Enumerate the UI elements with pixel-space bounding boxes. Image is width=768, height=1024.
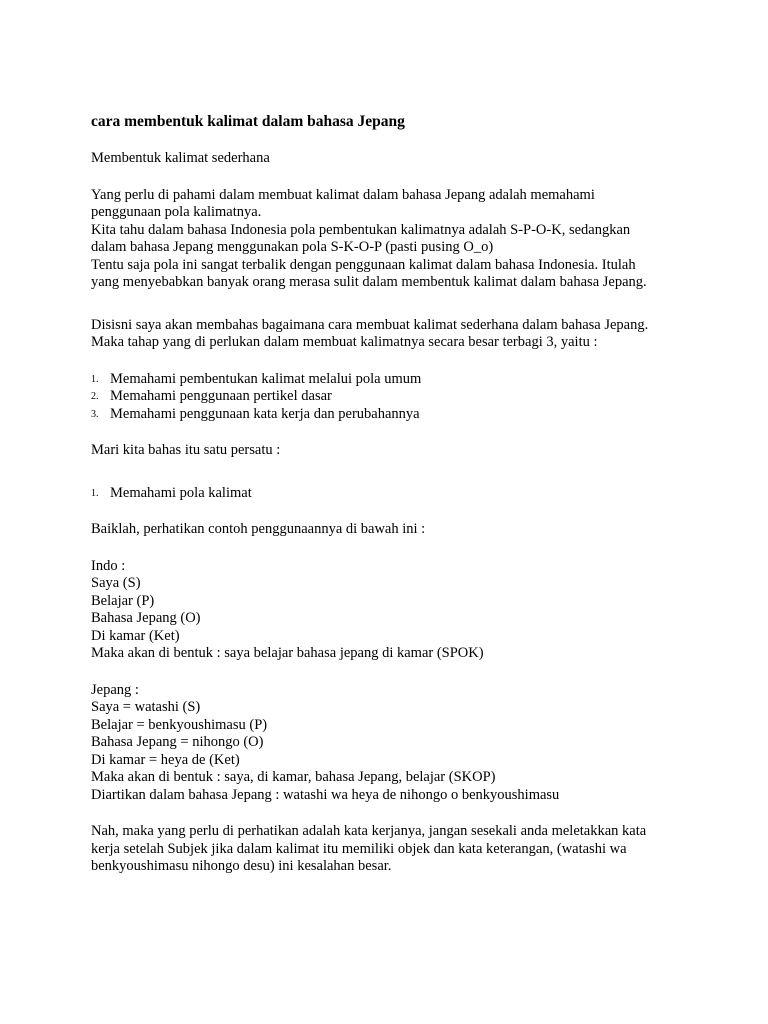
list-item bbox=[91, 371, 691, 389]
text-line: Indo : bbox=[91, 557, 126, 574]
text-line: Bahasa Jepang (O) bbox=[91, 610, 201, 626]
paragraph-closing bbox=[91, 823, 691, 876]
list-text: Memahami pembentukan kalimat melalui pola umum bbox=[110, 370, 422, 387]
list-item bbox=[91, 406, 691, 424]
text-line: Diartikan dalam bahasa Jepang : watashi wa heya de nihongo o benkyoushimasu bbox=[91, 786, 560, 803]
text-line: Kita tahu dalam bahasa Indonesia pola pembentukan kalimatnya adalah S-P-O-K, sedangkan bbox=[91, 221, 631, 238]
text-line: Maka tahap yang di perlukan dalam membuat kalimatnya secara besar terbagi 3, yaitu : bbox=[91, 334, 598, 350]
steps-list bbox=[91, 371, 691, 424]
section-heading-list bbox=[91, 485, 691, 503]
discuss-line: Mari kita bahas itu satu persatu : bbox=[91, 442, 281, 458]
list-text: Memahami penggunaan kata kerja dan perubahannya bbox=[110, 405, 420, 422]
text-line: yang menyebabkan banyak orang merasa sulit dalam membentuk kalimat dalam bahasa Jepang. bbox=[91, 274, 647, 290]
text-line: dalam bahasa Jepang menggunakan pola S-K-O-P (pasti pusing O_o) bbox=[91, 239, 494, 255]
section-heading: Memahami pola kalimat bbox=[110, 484, 252, 501]
list-item bbox=[91, 388, 691, 406]
text-line: penggunaan pola kalimatnya. bbox=[91, 204, 262, 220]
text-line: kerja setelah Subjek jika dalam kalimat itu memiliki objek dan kata keterangan, (watashi wa bbox=[91, 840, 627, 857]
text-line: benkyoushimasu nihongo desu) ini kesalahan besar. bbox=[91, 858, 392, 874]
list-text: Memahami penggunaan pertikel dasar bbox=[110, 388, 332, 404]
text-line: Di kamar = heya de (Ket) bbox=[91, 751, 240, 768]
text-line: Belajar = benkyoushimasu (P) bbox=[91, 716, 268, 733]
text-line: Belajar (P) bbox=[91, 592, 155, 609]
document-title: cara membentuk kalimat dalam bahasa Jepang bbox=[91, 113, 405, 130]
list-number: 2. bbox=[91, 391, 99, 402]
text-line: Maka akan di bentuk : saya, di kamar, bahasa Jepang, belajar (SKOP) bbox=[91, 769, 496, 785]
text-line: Tentu saja pola ini sangat terbalik dengan penggunaan kalimat dalam bahasa Indonesia. Itulah bbox=[91, 256, 636, 273]
document-body bbox=[91, 112, 691, 876]
example-intro: Baiklah, perhatikan contoh penggunaannya di bawah ini : bbox=[91, 521, 426, 537]
text-line: Yang perlu di pahami dalam membuat kalimat dalam bahasa Jepang adalah memahami bbox=[91, 186, 595, 203]
list-number: 1. bbox=[91, 487, 99, 499]
text-line: Nah, maka yang perlu di perhatikan adalah kata kerjanya, jangan sesekali anda meletakkan kata bbox=[91, 823, 647, 839]
paragraph-steps-intro bbox=[91, 317, 691, 352]
text-line: Saya (S) bbox=[91, 575, 141, 591]
list-item bbox=[91, 485, 691, 503]
indo-example-block bbox=[91, 558, 691, 663]
list-number: 3. bbox=[91, 408, 99, 420]
text-line: Bahasa Jepang = nihongo (O) bbox=[91, 734, 264, 750]
list-number: 1. bbox=[91, 373, 99, 385]
text-line: Saya = watashi (S) bbox=[91, 699, 201, 715]
text-line: Di kamar (Ket) bbox=[91, 627, 180, 644]
text-line: Jepang : bbox=[91, 681, 139, 698]
subtitle: Membentuk kalimat sederhana bbox=[91, 150, 270, 166]
text-line: Disisni saya akan membahas bagaimana cara membuat kalimat sederhana dalam bahasa Jepang. bbox=[91, 316, 649, 333]
text-line: Maka akan di bentuk : saya belajar bahasa jepang di kamar (SPOK) bbox=[91, 645, 484, 661]
paragraph-intro bbox=[91, 187, 691, 292]
jepang-example-block bbox=[91, 682, 691, 805]
